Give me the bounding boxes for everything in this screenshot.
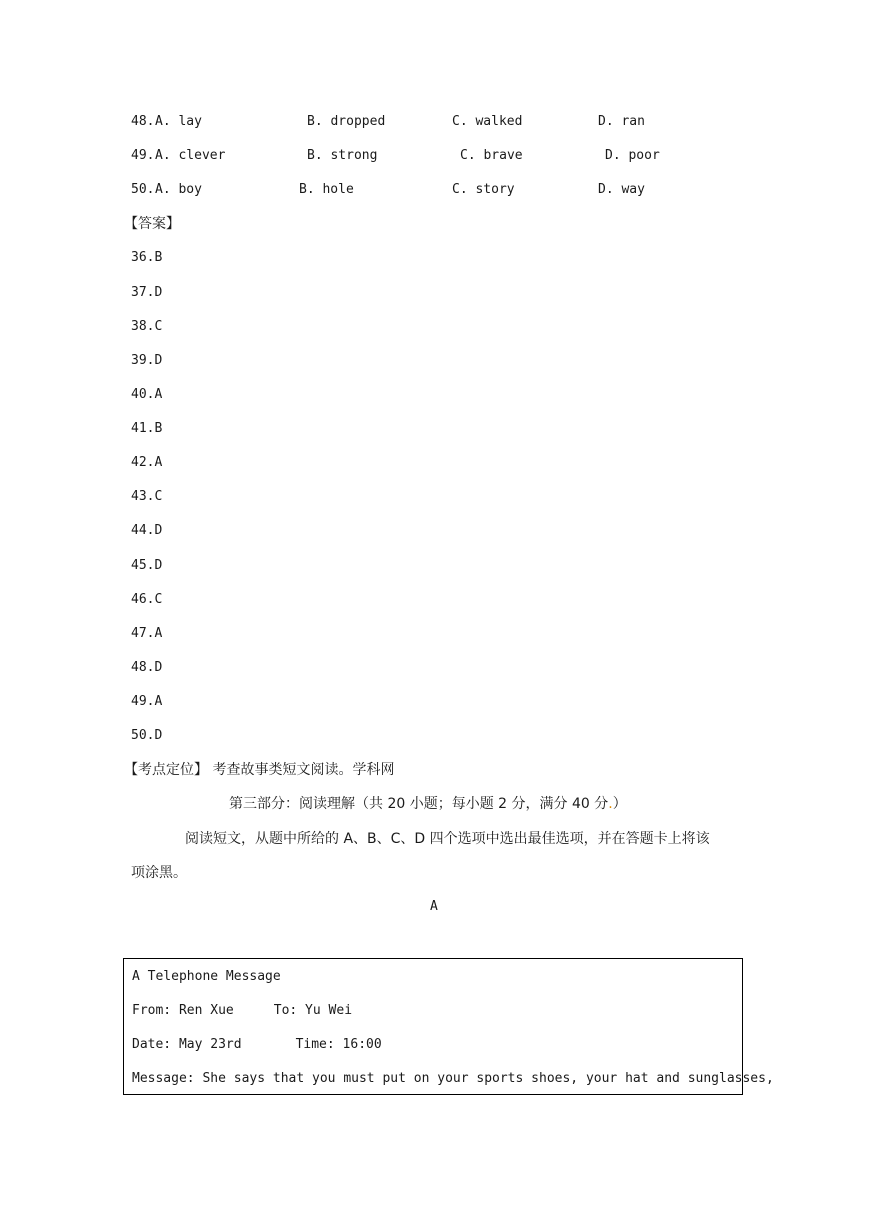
message-time: Time: 16:00 (295, 1037, 382, 1052)
answer-item: 42.A (131, 455, 163, 470)
message-date: Date: May 23rd (132, 1037, 242, 1052)
instruction-line-2: 项涂黑。 (131, 865, 187, 881)
answer-item: 39.D (131, 353, 163, 368)
passage-label: A (430, 899, 438, 914)
answer-item: 50.D (131, 728, 163, 743)
answer-item: 38.C (131, 319, 163, 334)
option-d: D. way (598, 182, 645, 197)
question-number: 49. (131, 148, 155, 163)
answer-item: 44.D (131, 523, 163, 538)
option-a: A. boy (155, 182, 202, 197)
option-c: C. story (452, 182, 515, 197)
answer-heading: 【答案】 (124, 216, 180, 232)
option-d: D. ran (598, 114, 645, 129)
kaodian-text: 考查故事类短文阅读。学科网 (208, 762, 395, 778)
option-c: C. walked (452, 114, 523, 129)
option-b: B. dropped (307, 114, 386, 129)
option-c: C. brave (460, 148, 523, 163)
question-number: 50. (131, 182, 155, 197)
message-from-to (132, 1002, 352, 1020)
message-from: From: Ren Xue (132, 1003, 234, 1018)
option-b: B. hole (299, 182, 354, 197)
section-title-end: ） (612, 796, 627, 812)
kaodian-label: 【考点定位】 (124, 762, 208, 778)
section-title (229, 795, 627, 813)
message-title: A Telephone Message (132, 969, 281, 984)
option-d: D. poor (605, 148, 660, 163)
answer-item: 49.A (131, 694, 163, 709)
option-a: A. clever (155, 148, 226, 163)
answer-item: 47.A (131, 626, 163, 641)
answer-item: 45.D (131, 558, 163, 573)
kaodian-line (124, 761, 394, 779)
option-a: A. lay (155, 114, 202, 129)
option-b: B. strong (307, 148, 378, 163)
answer-item: 46.C (131, 592, 163, 607)
answer-item: 43.C (131, 489, 163, 504)
question-number: 48. (131, 114, 155, 129)
section-title-text: 第三部分：阅读理解（共 20 小题；每小题 2 分，满分 40 分 (229, 796, 609, 812)
message-body: Message: She says that you must put on your sports shoes, your hat and sunglasses, (132, 1071, 774, 1086)
mark-dot-icon: . (608, 796, 613, 812)
answer-item: 48.D (131, 660, 163, 675)
instruction-line-1: 阅读短文，从题中所给的 A、B、C、D 四个选项中选出最佳选项，并在答题卡上将该 (185, 831, 710, 847)
answer-item: 36.B (131, 250, 163, 265)
telephone-message-box (123, 958, 774, 1095)
answer-item: 40.A (131, 387, 163, 402)
answer-item: 37.D (131, 285, 163, 300)
answer-item: 41.B (131, 421, 163, 436)
message-to: To: Yu Wei (273, 1003, 353, 1018)
message-date-time (132, 1036, 382, 1054)
